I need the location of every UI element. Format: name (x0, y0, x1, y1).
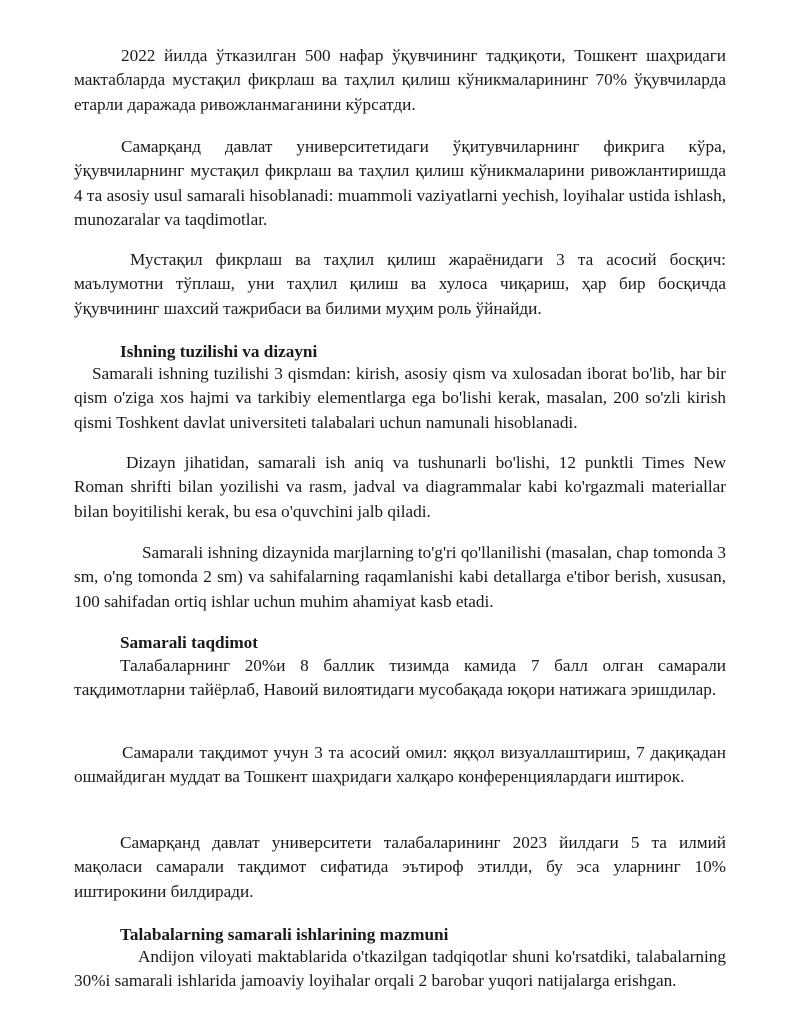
paragraph: Самарали тақдимот учун 3 та асосий омил: яққол визуаллаштириш, 7 дақиқадан ошмайдиган муддат ва Тошкент шаҳридаги халқаро конференциялардаги иштирок. (74, 743, 726, 787)
paragraph: Самарқанд давлат университетидаги ўқитувчиларнинг фикрига кўра, ўқувчиларнинг мустақил фикрлаш ва таҳлил қилиш кўникмаларини ривожлантиришда 4 та asosiy usul samarali hisoblanadi: muammoli vaziyatlarni yechish, loyihalar ustida ishlash, munozaralar va taqdimotlar. (74, 137, 726, 230)
section-heading: Samarali taqdimot (120, 633, 258, 652)
paragraph: Andijon viloyati maktablarida o'tkazilgan tadqiqotlar shuni ko'rsatdiki, talabalarning 30%i samarali ishlarida jamoaviy loyihalar orqali 2 barobar yuqori natijalarga erishgan. (74, 947, 726, 991)
paragraph: 2022 йилда ўтказилган 500 нафар ўқувчининг тадқиқоти, Тошкент шаҳридаги мактабларда мустақил фикрлаш ва таҳлил қилиш кўникмаларининг 70% ўқувчиларда етарли даражада ривожланмаганини кўрсатди. (74, 46, 726, 114)
paragraph: Самарқанд давлат университети талабаларининг 2023 йилдаги 5 та илмий мақоласи самарали тақдимот сифатида эътироф этилди, бу эса уларнинг 10% иштирокини билдиради. (74, 833, 726, 901)
paragraph: Samarali ishning dizaynida marjlarning to'g'ri qo'llanilishi (masalan, chap tomonda 3 sm, o'ng tomonda 2 sm) va sahifalarning raqamlanishi kabi detallarga e'tibor berish, xususan, 100 sahifadan ortiq ishlar uchun muhim ahamiyat kasb etadi. (74, 543, 726, 611)
section-heading: Talabalarning samarali ishlarining mazmuni (120, 925, 449, 944)
section-heading: Ishning tuzilishi va dizayni (120, 342, 318, 361)
paragraph: Dizayn jihatidan, samarali ish aniq va tushunarli bo'lishi, 12 punktli Times New Roman shrifti bilan yozilishi va rasm, jadval va diagrammalar kabi ko'rgazmali materiallar bilan boyitilishi kerak, bu esa o'quvchini jalb qiladi. (74, 453, 726, 521)
paragraph: Мустақил фикрлаш ва таҳлил қилиш жараёнидаги 3 та асосий босқич: маълумотни тўплаш, уни таҳлил қилиш ва хулоса чиқариш, ҳар бир босқичда ўқувчининг шахсий тажрибаси ва билими муҳим роль ўйнайди. (74, 250, 726, 318)
paragraph: Талабаларнинг 20%и 8 баллик тизимда камида 7 балл олган самарали тақдимотларни тайёрлаб, Навоий вилоятидаги мусобақада юқори натижага эришдилар. (74, 656, 726, 700)
paragraph: Samarali ishning tuzilishi 3 qismdan: kirish, asosiy qism va xulosadan iborat bo'lib, har bir qism o'ziga xos hajmi va tarkibiy elementlarga ega bo'lishi kerak, masalan, 200 so'zli kirish qismi Toshkent davlat universiteti talabalari uchun namunali hisoblanadi. (74, 364, 726, 432)
